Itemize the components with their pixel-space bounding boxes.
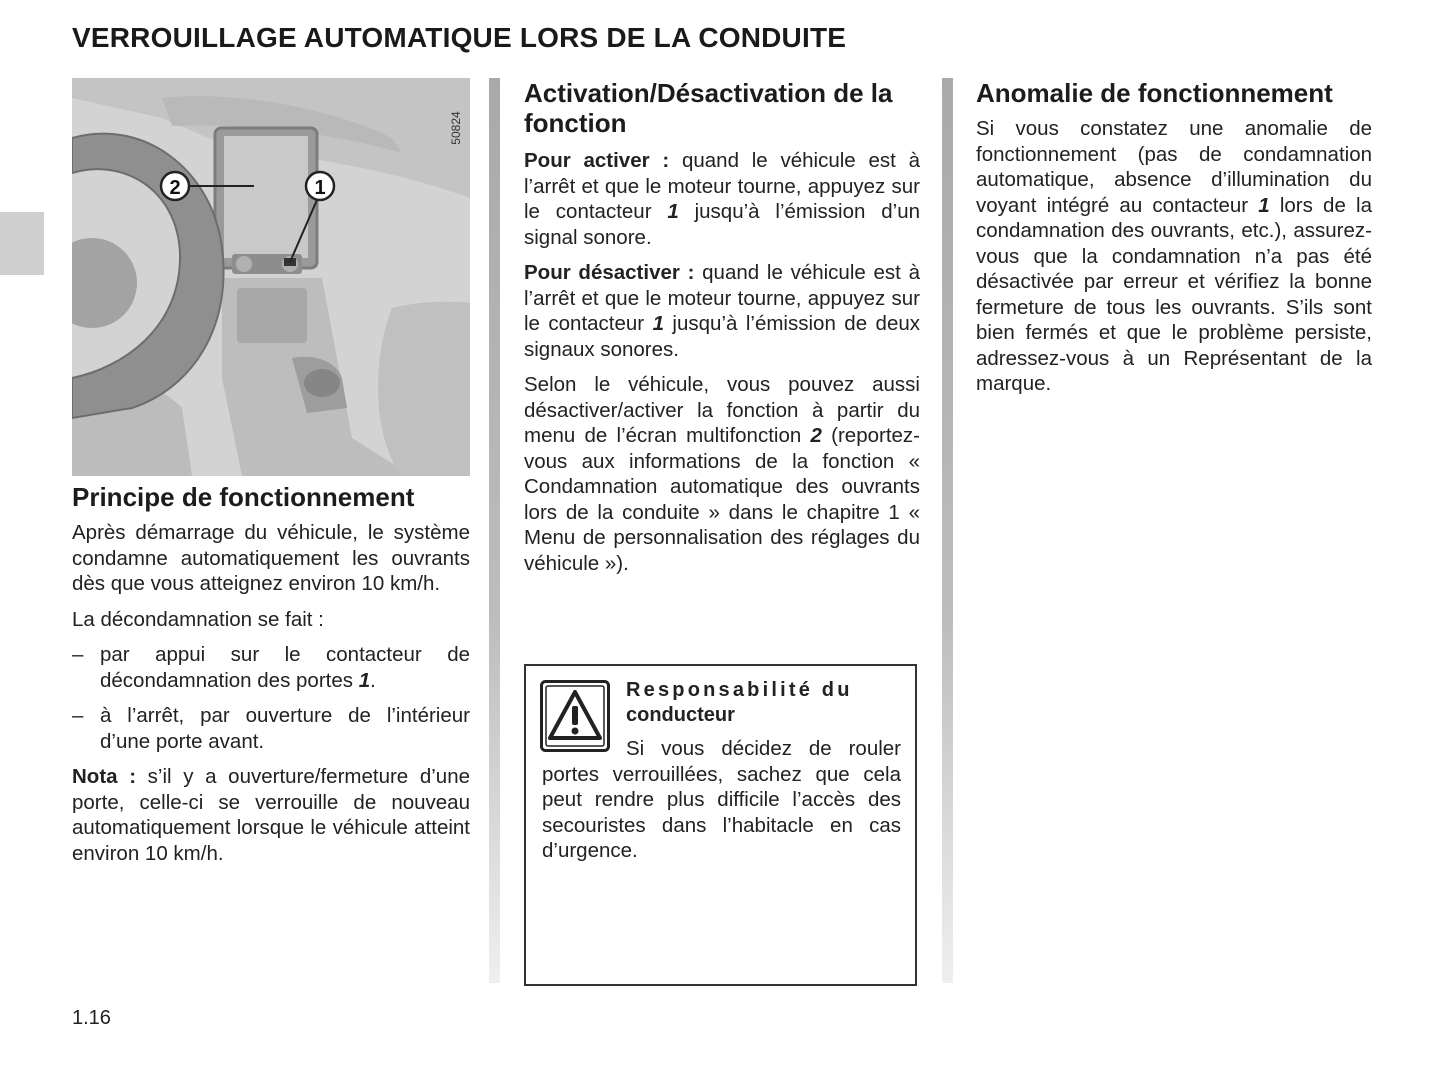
callout-2: 2 [169,177,181,199]
unlock-intro: La décondamnation se fait : [72,607,324,631]
deactivate-label: Pour désactiver : [524,261,695,284]
dash-2: – [72,704,84,727]
page-title: VERROUILLAGE AUTOMATIQUE LORS DE LA CONDUITE [72,22,847,53]
dashboard-illustration [72,78,470,476]
menu-paragraph: Selon le véhicule, vous pouvez aussi désactiver/activer la fonction à partir du menu de l’écran multifonction 2 (reportez-vous aux informations de la fonction « Condamnation automatique des ouvrants lors de la conduite » dans le chapitre 1 « Menu de personnalisation des réglages du véhicule »). [524,373,920,575]
activate-label: Pour activer : [524,149,670,172]
page-number: 1.16 [72,1007,111,1029]
dash-1: – [72,643,84,666]
figure-code: 50824 [449,111,463,145]
chapter-tab [0,212,44,275]
nota-label: Nota : [72,765,137,788]
unlock-item-2: – à l’arrêt, par ouverture de l’intérieur d’une porte avant. [72,704,470,753]
section-heading-anomaly: Anomalie de fonctionnement [976,78,1333,108]
callout-1: 1 [314,177,326,199]
activate-paragraph: Pour activer : quand le véhicule est à l’arrêt et que le moteur tourne, appuyez sur le contacteur 1 jusqu’à l’émission d’un signal sonore. [524,149,920,249]
middle-column [524,78,920,586]
ref-1: 1 [1258,193,1270,217]
warning-text: Si vous décidez de rouler portes verrouillées, sachez que cela peut rendre plus difficile l’accès des secouristes dans l’habitacle en cas d’urgence. [542,737,901,862]
principle-paragraph: Après démarrage du véhicule, le système condamne automatiquement les ouvrants dès que vous atteignez environ 10 km/h. [72,521,470,595]
anomaly-paragraph: Si vous constatez une anomalie de fonctionnement (pas de condamnation automatique, absence d’illumination du voyant intégré au contacteur 1 lors de la condamnation des ouvrants, etc.), assurez-vous que la condamnation n’a pas été désactivée par erreur et vérifiez la bonne fermeture de tous les ouvrants. S’ils sont bien fermés et que le problème persiste, adressez-vous à un Représentant de la marque. [976,117,1372,395]
nota-paragraph: Nota : s’il y a ouverture/fermeture d’une porte, celle-ci se verrouille de nouveau automatiquement lorsque le véhicule atteint environ 10 km/h. [72,765,470,865]
deactivate-paragraph: Pour désactiver : quand le véhicule est à l’arrêt et que le moteur tourne, appuyez sur le contacteur 1 jusqu’à l’émission de deux signaux sonores. [524,261,921,361]
ref-1: 1 [667,200,679,223]
right-column [976,78,1372,407]
column-divider-right [942,78,953,983]
ref-2: 2 [810,424,822,447]
ref-1: 1 [652,312,664,335]
section-heading-principle: Principe de fonctionnement [72,482,415,512]
left-column [72,78,470,876]
ref-1: 1 [358,668,371,692]
unlock-item-1: – par appui sur le contacteur de décondamnation des portes 1. [72,643,470,692]
warning-title: Responsabilité du conducteur [626,679,853,726]
section-heading-activation: Activation/Désactivation de la fonction [524,78,893,138]
column-divider-left [489,78,500,983]
warning-triangle-icon [540,680,610,752]
warning-box [524,664,917,986]
